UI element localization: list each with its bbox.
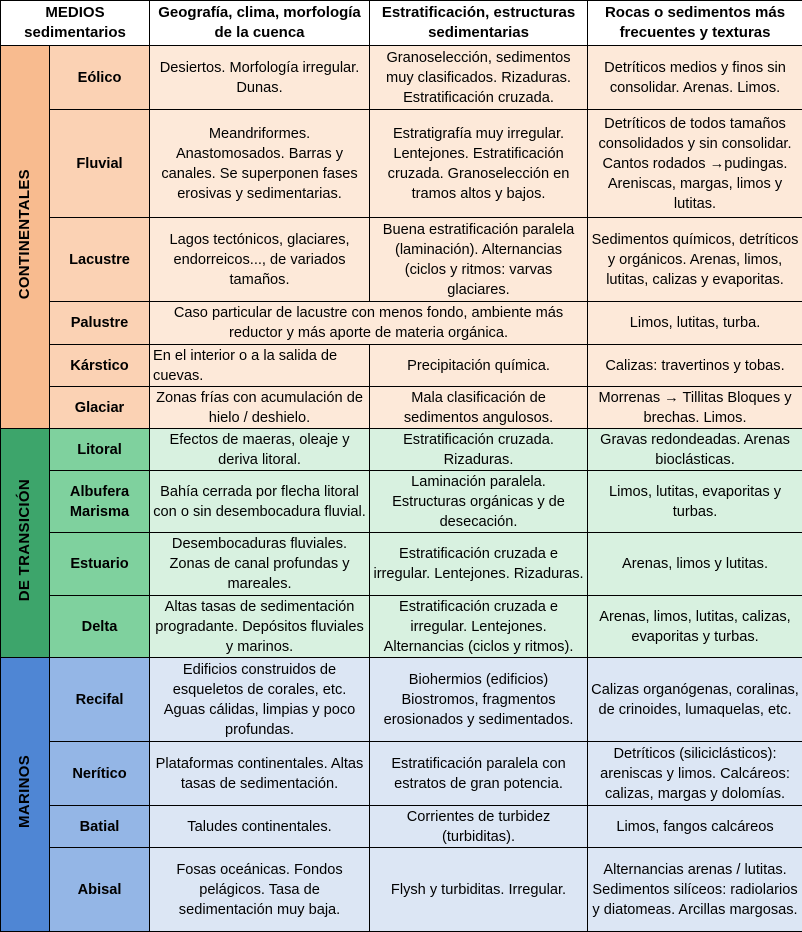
table-row bbox=[1, 218, 802, 302]
geografia-cell: Edificios construidos de esqueletos de corales, etc. Aguas cálidas, limpias y poco profundas. bbox=[150, 658, 370, 742]
geografia-cell: Meandriformes. Anastomosados. Barras y canales. Se superponen fases erosivas y sedimentarias. bbox=[150, 110, 370, 218]
table-row bbox=[1, 806, 802, 848]
medio-name: Nerítico bbox=[50, 742, 150, 806]
geografia-cell: Taludes continentales. bbox=[150, 806, 370, 848]
table-row bbox=[1, 658, 802, 742]
rocas-cell: Limos, lutitas, evaporitas y turbas. bbox=[588, 471, 802, 533]
medio-name: Fluvial bbox=[50, 110, 150, 218]
medio-name: Albufera Marisma bbox=[50, 471, 150, 533]
rocas-cell: Gravas redondeadas. Arenas bioclásticas. bbox=[588, 429, 802, 471]
estratificacion-cell: Precipitación química. bbox=[370, 345, 588, 387]
estratificacion-cell: Mala clasificación de sedimentos angulosos. bbox=[370, 387, 588, 429]
estratificacion-cell: Estratificación cruzada. Rizaduras. bbox=[370, 429, 588, 471]
medio-name: Batial bbox=[50, 806, 150, 848]
group-label-marinos: MARINOS bbox=[1, 658, 50, 932]
table-row bbox=[1, 110, 802, 218]
table-row bbox=[1, 302, 802, 345]
table-row bbox=[1, 848, 802, 932]
geografia-cell: Efectos de maeras, oleaje y deriva litoral. bbox=[150, 429, 370, 471]
geografia-cell: Bahía cerrada por flecha litoral con o sin desembocadura fluvial. bbox=[150, 471, 370, 533]
geografia-cell: Desembocaduras fluviales. Zonas de canal profundas y mareales. bbox=[150, 533, 370, 596]
rocas-cell: Detríticos (siliciclásticos): areniscas y limos. Calcáreos: calizas, margas y dolomías. bbox=[588, 742, 802, 806]
rocas-cell: Detríticos de todos tamaños consolidados y sin consolidar. Cantos rodados →pudingas. Areniscas, margas, limos y lutitas. bbox=[588, 110, 802, 218]
rocas-cell: Arenas, limos, lutitas, calizas, evaporitas y turbas. bbox=[588, 596, 802, 658]
estratificacion-cell: Estratificación cruzada e irregular. Lentejones. Rizaduras. bbox=[370, 533, 588, 596]
table-row bbox=[1, 533, 802, 596]
estratificacion-cell: Flysh y turbiditas. Irregular. bbox=[370, 848, 588, 932]
table-row bbox=[1, 46, 802, 110]
medio-name: Abisal bbox=[50, 848, 150, 932]
table-row bbox=[1, 345, 802, 387]
header-estratificacion: Estratificación, estructuras sedimentarias bbox=[370, 1, 588, 46]
header-medios: MEDIOS sedimentarios bbox=[1, 1, 150, 46]
estratificacion-cell: Biohermios (edificios) Biostromos, fragmentos erosionados y sedimentados. bbox=[370, 658, 588, 742]
merged-cell: Caso particular de lacustre con menos fondo, ambiente más reductor y más aporte de materia orgánica. bbox=[150, 302, 588, 345]
geografia-cell: Zonas frías con acumulación de hielo / deshielo. bbox=[150, 387, 370, 429]
geografia-cell: Lagos tectónicos, glaciares, endorreicos..., de variados tamaños. bbox=[150, 218, 370, 302]
rocas-cell: Calizas organógenas, coralinas, de crinoides, lumaquelas, etc. bbox=[588, 658, 802, 742]
geografia-cell: Fosas oceánicas. Fondos pelágicos. Tasa de sedimentación muy baja. bbox=[150, 848, 370, 932]
table-row bbox=[1, 596, 802, 658]
medio-name: Lacustre bbox=[50, 218, 150, 302]
group-label-transicion: DE TRANSICIÓN bbox=[1, 429, 50, 658]
rocas-cell: Morrenas → Tillitas Bloques y brechas. Limos. bbox=[588, 387, 802, 429]
table-row bbox=[1, 429, 802, 471]
medio-name: Recifal bbox=[50, 658, 150, 742]
header-geografia: Geografía, clima, morfología de la cuenca bbox=[150, 1, 370, 46]
medio-name: Palustre bbox=[50, 302, 150, 345]
geografia-cell: Altas tasas de sedimentación progradante. Depósitos fluviales y marinos. bbox=[150, 596, 370, 658]
medio-name: Kárstico bbox=[50, 345, 150, 387]
geografia-cell: En el interior o a la salida de cuevas. bbox=[150, 345, 370, 387]
estratificacion-cell: Estratificación paralela con estratos de gran potencia. bbox=[370, 742, 588, 806]
rocas-cell: Arenas, limos y lutitas. bbox=[588, 533, 802, 596]
group-label-continentales: CONTINENTALES bbox=[1, 46, 50, 429]
medio-name: Glaciar bbox=[50, 387, 150, 429]
medio-name: Delta bbox=[50, 596, 150, 658]
header-rocas: Rocas o sedimentos más frecuentes y texturas bbox=[588, 1, 802, 46]
rocas-cell: Sedimentos químicos, detríticos y orgánicos. Arenas, limos, lutitas, calizas y evaporitas. bbox=[588, 218, 802, 302]
rocas-cell: Limos, lutitas, turba. bbox=[588, 302, 802, 345]
estratificacion-cell: Granoselección, sedimentos muy clasificados. Rizaduras. Estratificación cruzada. bbox=[370, 46, 588, 110]
table-row bbox=[1, 387, 802, 429]
estratificacion-cell: Estratificación cruzada e irregular. Lentejones. Alternancias (ciclos y ritmos). bbox=[370, 596, 588, 658]
medio-name: Litoral bbox=[50, 429, 150, 471]
geografia-cell: Desiertos. Morfología irregular. Dunas. bbox=[150, 46, 370, 110]
medio-name: Eólico bbox=[50, 46, 150, 110]
header-row bbox=[1, 1, 802, 46]
estratificacion-cell: Estratigrafía muy irregular. Lentejones. Estratificación cruzada. Granoselección en tramos altos y bajos. bbox=[370, 110, 588, 218]
medio-name: Estuario bbox=[50, 533, 150, 596]
estratificacion-cell: Corrientes de turbidez (turbiditas). bbox=[370, 806, 588, 848]
rocas-cell: Detríticos medios y finos sin consolidar. Arenas. Limos. bbox=[588, 46, 802, 110]
estratificacion-cell: Laminación paralela. Estructuras orgánicas y de desecación. bbox=[370, 471, 588, 533]
table-row bbox=[1, 742, 802, 806]
geografia-cell: Plataformas continentales. Altas tasas de sedimentación. bbox=[150, 742, 370, 806]
table-row bbox=[1, 471, 802, 533]
estratificacion-cell: Buena estratificación paralela (laminación). Alternancias (ciclos y ritmos: varvas glaciares. bbox=[370, 218, 588, 302]
rocas-cell: Calizas: travertinos y tobas. bbox=[588, 345, 802, 387]
rocas-cell: Alternancias arenas / lutitas. Sedimentos silíceos: radiolarios y diatomeas. Arcillas margosas. bbox=[588, 848, 802, 932]
rocas-cell: Limos, fangos calcáreos bbox=[588, 806, 802, 848]
